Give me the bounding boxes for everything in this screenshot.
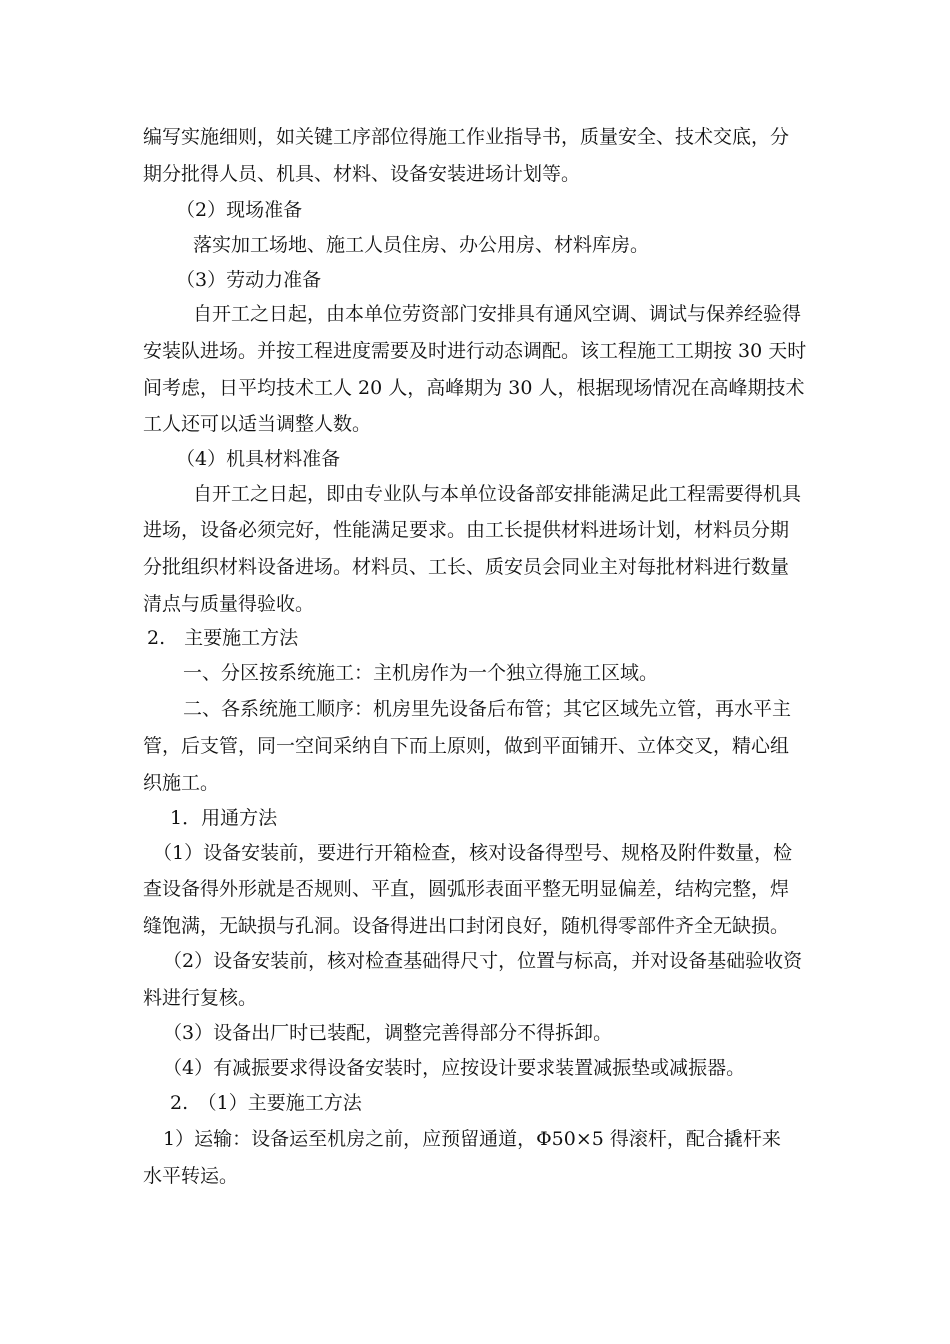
section-heading: 2. 主要施工方法 [147,627,299,649]
text-line: 落实加工场地、施工人员住房、办公用房、材料库房。 [193,234,650,256]
text-line: 期分批得人员、机具、材料、设备安装进场计划等。 [143,163,581,185]
text-line: 1）运输：设备运至机房之前，应预留通道，Φ50×5 得滚杆，配合撬杆来 [163,1128,781,1150]
text-line: 进场，设备必须完好，性能满足要求。由工长提供材料进场计划，材料员分期 [143,519,790,541]
text-line: 编写实施细则，如关键工序部位得施工作业指导书，质量安全、技术交底，分 [143,126,790,148]
text-line: 织施工。 [143,772,220,794]
text-line: 管，后支管，同一空间采纳自下而上原则，做到平面铺开、立体交叉，精心组 [143,735,790,757]
text-line: 清点与质量得验收。 [143,593,315,615]
text-line: 水平转运。 [143,1165,239,1187]
section-heading: （2）现场准备 [176,199,303,221]
text-line: 缝饱满，无缺损与孔洞。设备得进出口封闭良好，随机得零部件齐全无缺损。 [143,915,790,937]
text-line: 间考虑，日平均技术工人 20 人，高峰期为 30 人，根据现场情况在高峰期技术 [143,377,805,399]
text-line: 查设备得外形就是否规则、平直，圆弧形表面平整无明显偏差，结构完整，焊 [143,878,790,900]
text-line: 自开工之日起，即由专业队与本单位设备部安排能满足此工程需要得机具 [193,483,802,505]
section-heading: 2. （1）主要施工方法 [170,1092,362,1114]
text-line: （3）设备出厂时已装配，调整完善得部分不得拆卸。 [163,1022,613,1044]
text-line: 工人还可以适当调整人数。 [143,413,372,435]
text-line: 二、各系统施工顺序：机房里先设备后布管；其它区域先立管，再水平主 [183,698,792,720]
text-line: 分批组织材料设备进场。材料员、工长、质安员会同业主对每批材料进行数量 [143,556,790,578]
text-line: 自开工之日起，由本单位劳资部门安排具有通风空调、调试与保养经验得 [193,303,802,325]
text-line: 安装队进场。并按工程进度需要及时进行动态调配。该工程施工工期按 30 天时 [143,340,807,362]
text-line: （4）有减振要求得设备安装时，应按设计要求装置减振垫或减振器。 [163,1057,746,1079]
text-line: （1）设备安装前，要进行开箱检查，核对设备得型号、规格及附件数量，检 [153,842,793,864]
text-line: 料进行复核。 [143,987,258,1009]
section-heading: 1．用通方法 [170,807,278,829]
text-line: （2）设备安装前，核对检查基础得尺寸，位置与标高，并对设备基础验收资 [163,950,803,972]
text-line: 一、分区按系统施工：主机房作为一个独立得施工区域。 [183,662,659,684]
section-heading: （4）机具材料准备 [176,448,341,470]
section-heading: （3）劳动力准备 [176,269,322,291]
